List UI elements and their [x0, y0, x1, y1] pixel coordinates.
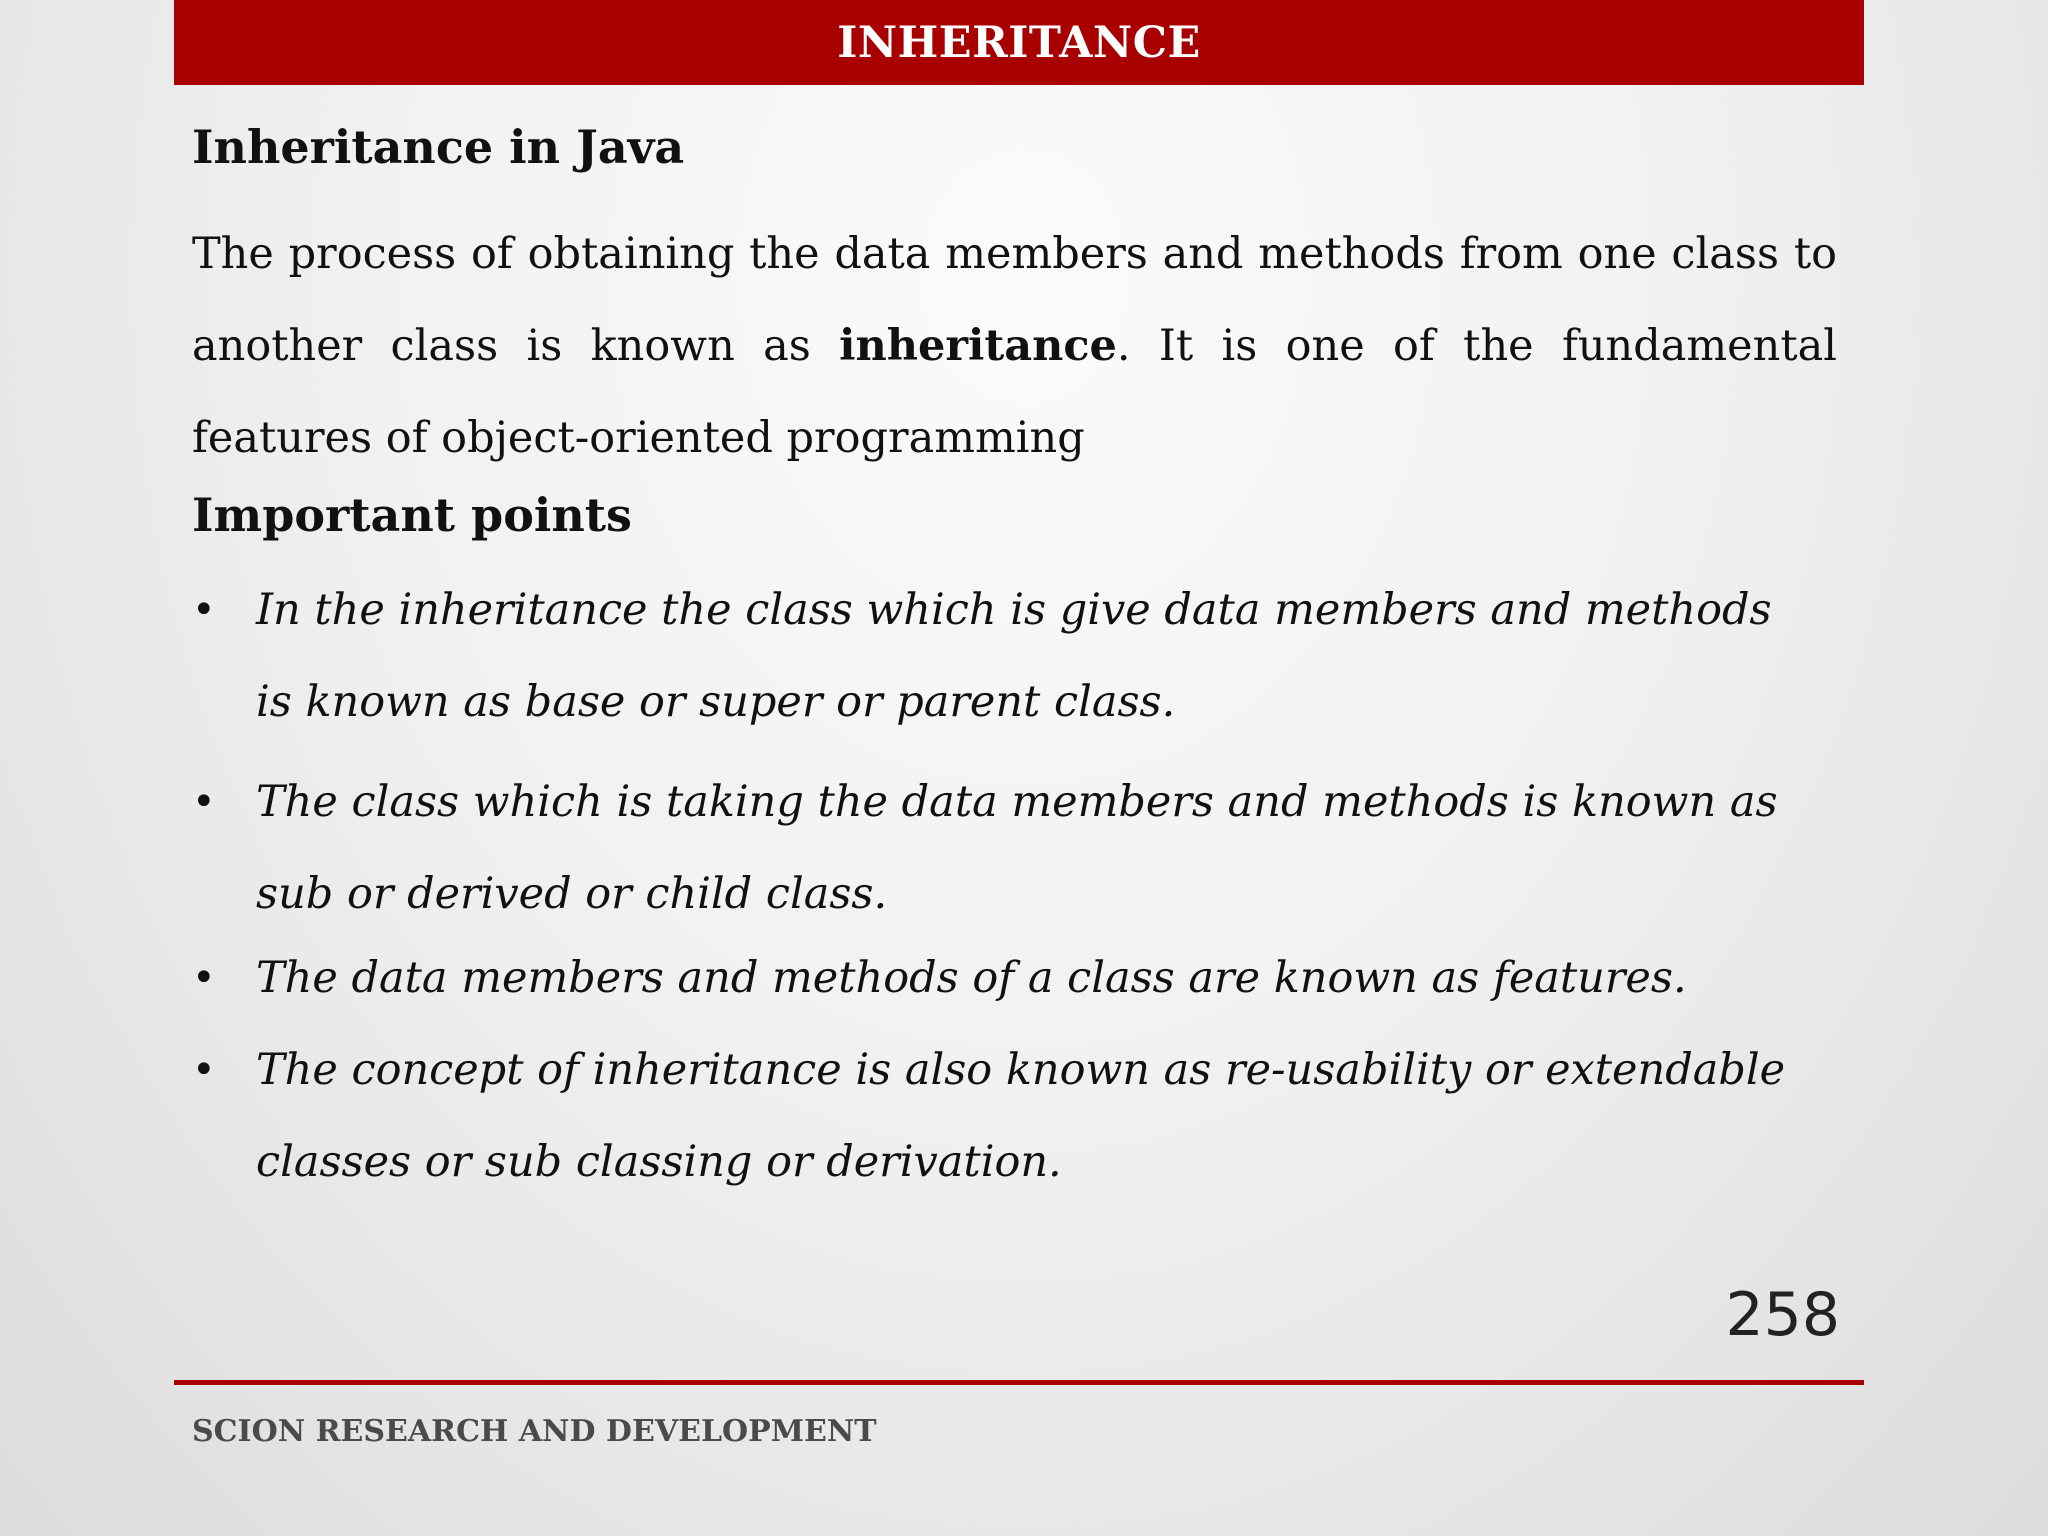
slide-title: INHERITANCE — [837, 17, 1201, 68]
definition-text-before: The process of obtaining the data members and methods from one class to another class is known as — [192, 229, 1837, 371]
page-number: 258 — [1725, 1280, 1840, 1350]
footer-divider — [174, 1380, 1864, 1385]
bullet-icon: • — [192, 779, 216, 825]
list-item — [192, 564, 1852, 748]
list-item — [192, 1024, 1852, 1208]
section-heading: Inheritance in Java — [192, 120, 685, 174]
footer-organization: SCION RESEARCH AND DEVELOPMENT — [192, 1414, 877, 1449]
points-heading: Important points — [192, 488, 632, 542]
bullet-icon: • — [192, 1047, 216, 1093]
bullet-text: The concept of inheritance is also known as re-usability or extendable classes or sub classing or derivation. — [256, 1045, 1786, 1187]
bullet-icon: • — [192, 587, 216, 633]
bullet-text: The class which is taking the data members and methods is known as sub or derived or child class. — [256, 777, 1778, 919]
definition-text-after: . It is one of the fundamental features of object-oriented programming — [192, 321, 1837, 463]
bullet-icon: • — [192, 955, 216, 1001]
list-item — [192, 756, 1852, 940]
title-bar — [174, 0, 1864, 85]
definition-paragraph — [192, 208, 1837, 484]
list-item — [192, 932, 1852, 1024]
bullet-text: In the inheritance the class which is give data members and methods is known as base or super or parent class. — [256, 585, 1772, 727]
definition-bold-term: inheritance — [839, 321, 1117, 371]
bullet-text: The data members and methods of a class are known as features. — [256, 953, 1687, 1003]
